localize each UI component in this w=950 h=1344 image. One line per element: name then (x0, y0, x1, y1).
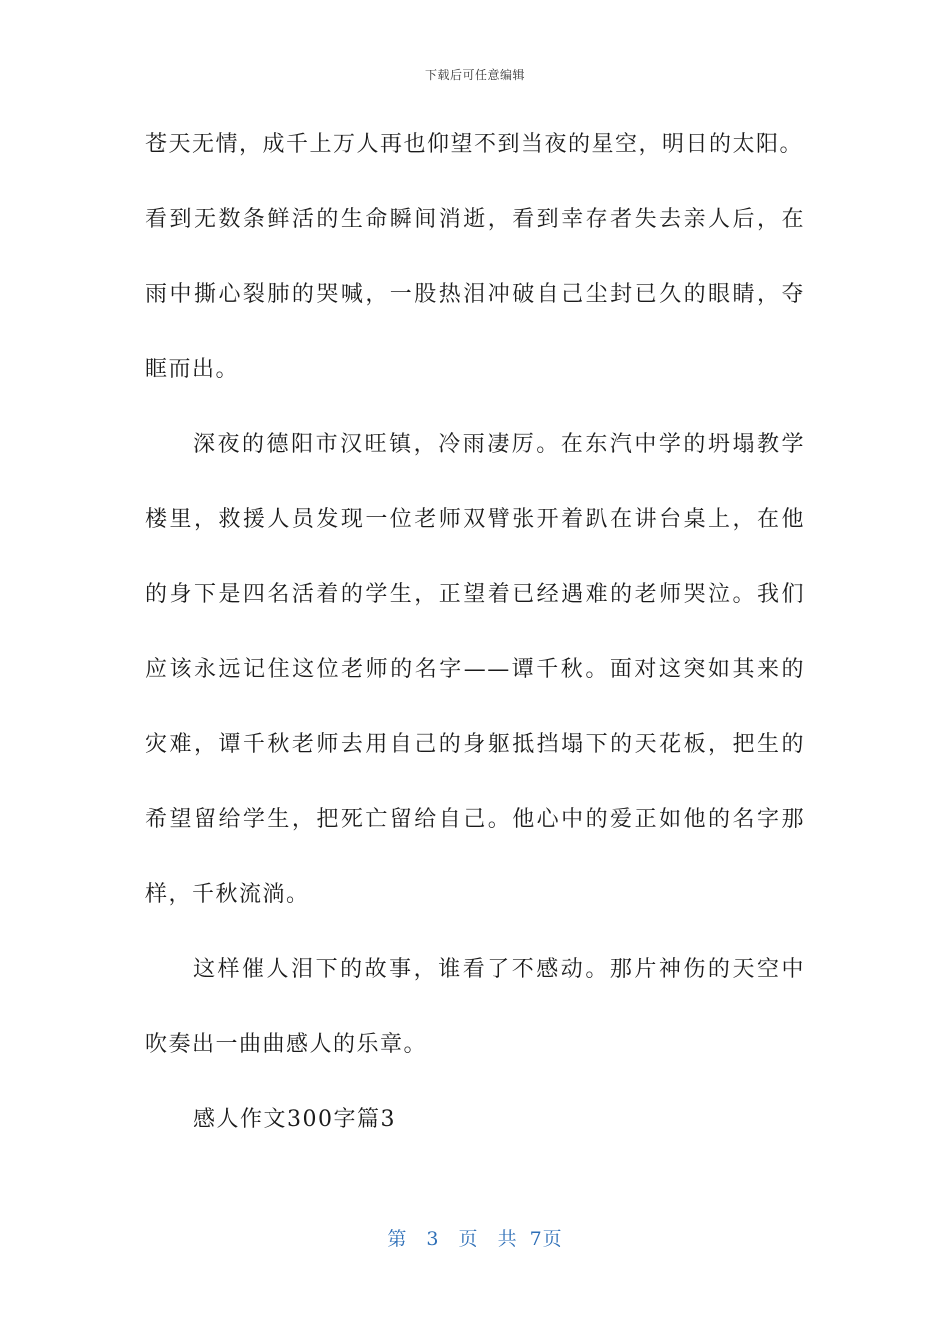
body-line: 灾难，谭千秋老师去用自己的身躯抵挡塌下的天花板，把生的 (145, 732, 805, 757)
body-line: 雨中撕心裂肺的哭喊，一股热泪冲破自己尘封已久的眼睛，夺 (145, 282, 805, 307)
body-line: 应该永远记住这位老师的名字——谭千秋。面对这突如其来的 (145, 657, 805, 682)
document-body (145, 120, 805, 1170)
body-line: 这样催人泪下的故事，谁看了不感动。那片神伤的天空中 (193, 957, 805, 982)
body-line: 样，千秋流淌。 (145, 882, 310, 907)
page-label-ye: 页 (458, 1228, 479, 1250)
page-label-di: 第 (387, 1228, 408, 1250)
header-note: 下载后可任意编辑 (424, 68, 525, 82)
body-line: 楼里，救援人员发现一位老师双臂张开着趴在讲台桌上，在他 (145, 507, 805, 532)
body-line: 看到无数条鲜活的生命瞬间消逝，看到幸存者失去亲人后，在 (145, 207, 805, 232)
body-line: 希望留给学生，把死亡留给自己。他心中的爱正如他的名字那 (145, 807, 805, 832)
total-pages: 7页 (529, 1228, 563, 1250)
body-line: 苍天无情，成千上万人再也仰望不到当夜的星空，明日的太阳。 (145, 132, 804, 157)
body-line: 深夜的德阳市汉旺镇，冷雨凄厉。在东汽中学的坍塌教学 (193, 432, 805, 457)
body-line: 吹奏出一曲曲感人的乐章。 (145, 1032, 428, 1057)
body-line: 眶而出。 (145, 357, 240, 382)
page-number (0, 1224, 950, 1251)
body-line: 的身下是四名活着的学生，正望着已经遇难的老师哭泣。我们 (145, 582, 805, 607)
current-page-number: 3 (426, 1228, 440, 1250)
section-heading: 感人作文300字篇3 (193, 1107, 396, 1132)
page-label-gong: 共 (497, 1228, 518, 1250)
